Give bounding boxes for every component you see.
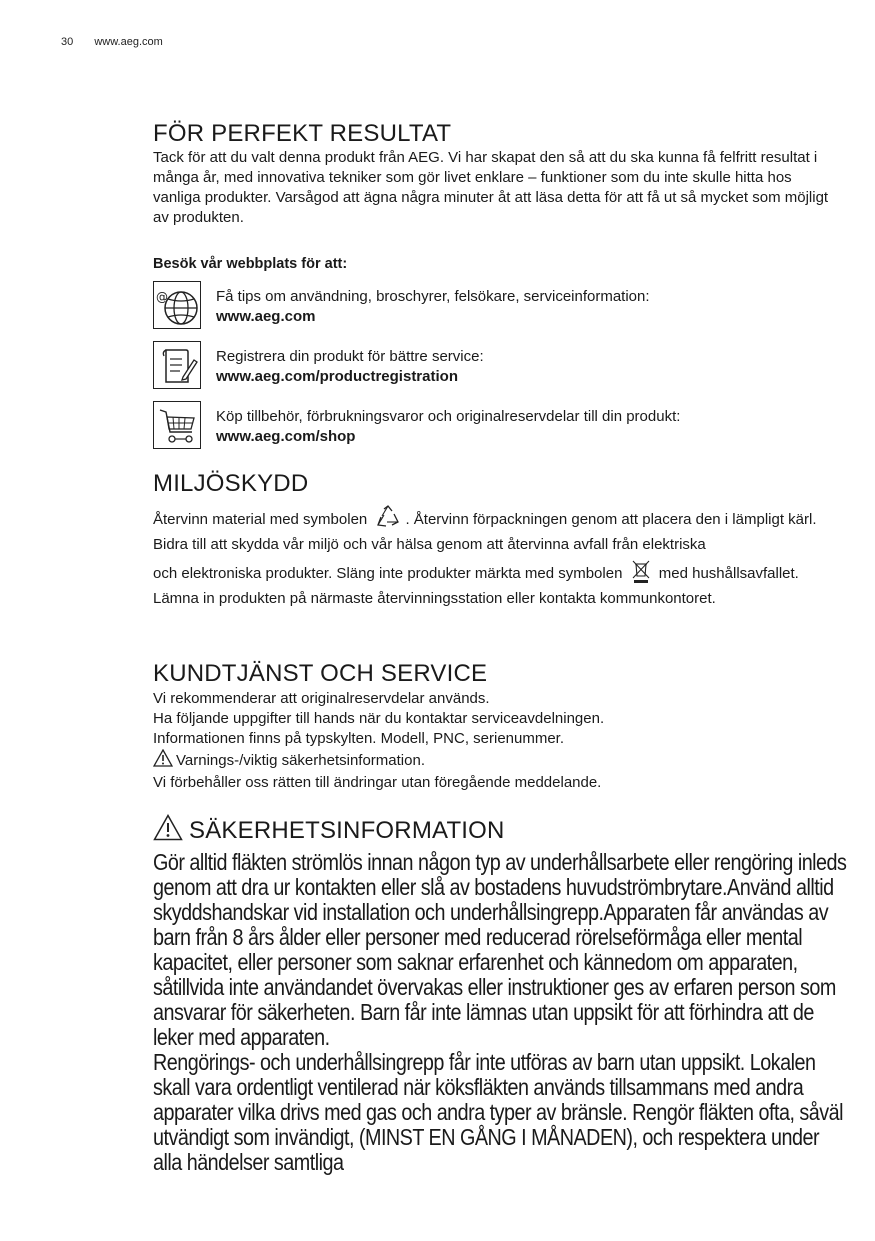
warning-icon: [153, 749, 173, 773]
page-header: [61, 36, 163, 48]
weee-paragraph-line: Bidra till att skydda vår miljö och vår hälsa genom att återvinna avfall från elektriska: [153, 536, 706, 553]
service-warning-line: [153, 749, 843, 773]
section-sakerhet: [153, 814, 847, 1175]
service-line-3: Informationen finns på typskylten. Modell, PNC, serienummer.: [153, 730, 565, 747]
link-description: Köp tillbehör, förbrukningsvaror och originalreservdelar till din produkt:: [216, 408, 681, 425]
recycling-text-b: . Återvinn förpackningen genom att placera den i lämpligt kärl.: [405, 510, 817, 528]
service-line-disclaimer: Vi förbehåller oss rätten till ändringar utan föregående meddelande.: [153, 774, 602, 791]
weee-text-a: och elektroniska produkter. Släng inte produkter märkta med symbolen: [153, 564, 623, 582]
service-line-1: Vi rekommenderar att originalreservdelar används.: [153, 690, 490, 707]
intro-paragraph: Tack för att du valt denna produkt från AEG. Vi har skapat den så att du ska kunna få felfritt resultat i många år, med innovativa tekniker som gör livet enklare – funktioner som du inte skulle hitta hos vanliga produkter. Varsågod att ägna några minuter åt att läsa detta för att få ut så mycket som möjligt av produkten.: [153, 149, 829, 226]
safety-paragraph-1: Gör alltid fläkten strömlös innan någon typ av underhållsarbete eller rengöring inleds genom att dra ur kontakten eller slå av bostadens huvudströmbrytare.Använd alltid skyddshandskar vid installation och underhållsingrepp.Apparaten får användas av barn från 8 års ålder eller personer med reducerad rörelseförmåga eller mental kapacitet, eller personer som saknar erfarenhet och kännedom om apparaten, såtillvida inte användandet övervakas eller instruktioner ges av erfaren person som ansvarar för säkerheten. Barn får inte lämnas utan uppsikt för att förhindra att de leker med apparaten.: [153, 849, 847, 1050]
recycle-icon: [375, 505, 401, 535]
link-text-tips: [216, 287, 650, 327]
link-url-registration[interactable]: www.aeg.com/productregistration: [216, 368, 458, 385]
cart-icon: [153, 401, 201, 449]
link-text-registration: [216, 347, 484, 387]
service-line-2: Ha följande uppgifter till hands när du kontaktar serviceavdelningen.: [153, 710, 605, 727]
section-title-miljo: MILJÖSKYDD: [153, 470, 309, 497]
section-title-perfekt: FÖR PERFEKT RESULTAT: [153, 120, 452, 147]
link-url-shop[interactable]: www.aeg.com/shop: [216, 428, 356, 445]
section-perfekt-resultat: [153, 120, 843, 272]
recycling-paragraph: [153, 505, 843, 535]
section-miljoskydd: [153, 469, 843, 609]
section-title-saker: [153, 814, 843, 850]
safety-paragraph-2: Rengörings- och underhållsingrepp får inte utföras av barn utan uppsikt. Lokalen skall vara ordentligt ventilerad när köksfläkten används tillsammans med andra apparater vilka drivs med gas och andra typer av bränsle. Rengör fläkten ofta, såväl utvändigt som invändigt, (MINST EN GÅNG I MÅNADEN), och respektera under alla händelser samtliga: [153, 1049, 844, 1175]
link-text-shop: [216, 407, 680, 447]
recycling-text-a: Återvinn material med symbolen: [153, 510, 368, 528]
link-row-tips: [153, 281, 843, 331]
link-row-registration: [153, 341, 843, 391]
section-title-kund: KUNDTJÄNST OCH SERVICE: [153, 660, 488, 687]
warning-icon: [153, 814, 183, 850]
safety-body: [153, 850, 850, 1175]
globe-icon: [153, 281, 201, 329]
header-website[interactable]: www.aeg.com: [94, 36, 163, 48]
weee-paragraph: [153, 559, 843, 609]
safety-title-text: SÄKERHETSINFORMATION: [189, 817, 505, 844]
weee-text-b: med hushållsavfallet. Lämna in produkten på närmaste återvinningsstation eller kontakta kommunkontoret.: [153, 564, 799, 607]
registration-icon: [153, 341, 201, 389]
page-number: 30: [61, 36, 74, 48]
svg-text:@: @: [156, 290, 168, 304]
section-kundtjanst: [153, 659, 843, 793]
visit-label: Besök vår webbplats för att:: [153, 256, 348, 272]
link-description: Få tips om användning, broschyrer, felsökare, serviceinformation:: [216, 288, 650, 305]
link-url-aeg[interactable]: www.aeg.com: [216, 308, 316, 325]
link-row-shop: [153, 401, 843, 451]
warning-text: Varnings-/viktig säkerhetsinformation.: [176, 752, 425, 769]
crossed-bin-icon: [631, 559, 651, 589]
link-description: Registrera din produkt för bättre service:: [216, 348, 484, 365]
